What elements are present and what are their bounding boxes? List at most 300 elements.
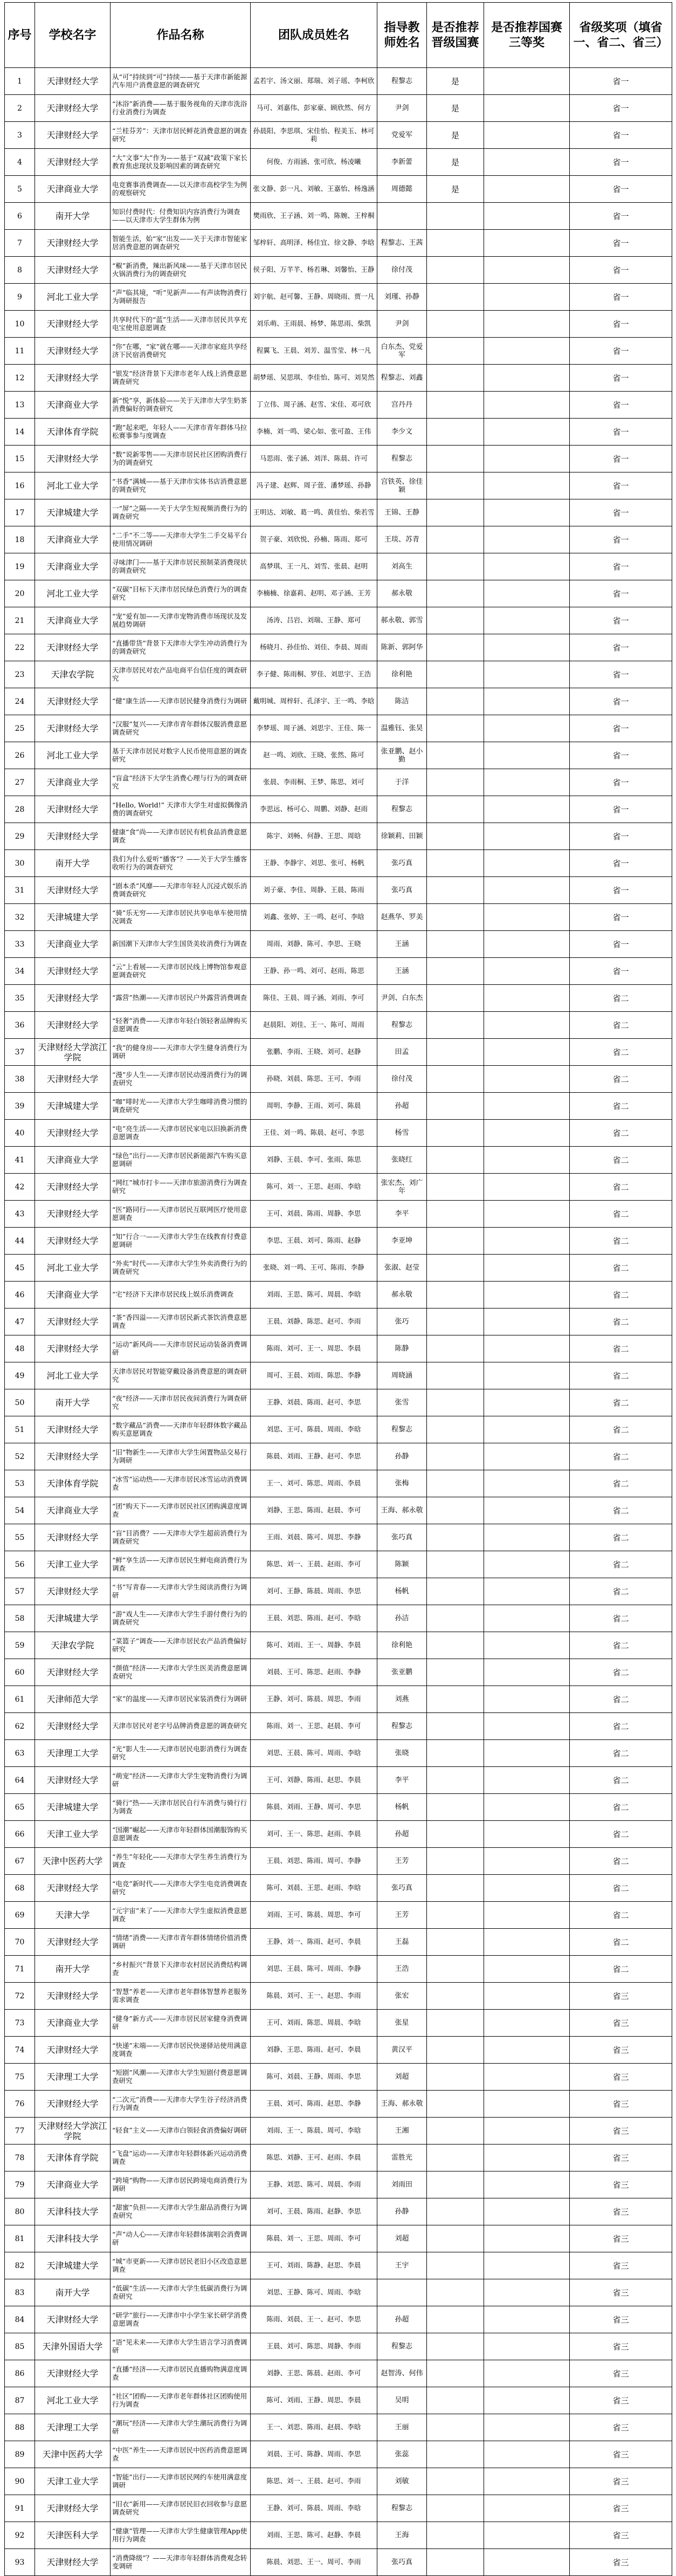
table-row (5, 1120, 672, 1147)
cell-index: 44 (5, 1228, 35, 1255)
cell-index: 84 (5, 2306, 35, 2333)
cell-school: 天津财经大学 (35, 2091, 111, 2118)
cell-team-members: 王晨、刘思、陈雨、赵可、李晗 (251, 1605, 377, 1632)
cell-national-third (484, 1524, 570, 1551)
cell-national (427, 1093, 484, 1120)
table-row (5, 472, 672, 499)
cell-award: 省一 (570, 931, 672, 958)
table-row (5, 122, 672, 149)
cell-work-title: “中医”养生——天津市居民中医药消费意愿调查 (111, 2441, 251, 2468)
cell-index: 57 (5, 1578, 35, 1605)
cell-national-third (484, 1389, 570, 1416)
cell-school: 天津科技大学 (35, 2225, 111, 2252)
cell-national: 是 (427, 122, 484, 149)
cell-index: 31 (5, 877, 35, 904)
cell-team-members: 邹梓轩、高明泽、杨佳宜、徐文静、李晗 (251, 230, 377, 257)
cell-award: 省一 (570, 338, 672, 365)
cell-award: 省一 (570, 958, 672, 985)
cell-award: 省三 (570, 2171, 672, 2198)
cell-award: 省二 (570, 1389, 672, 1416)
cell-award: 省一 (570, 311, 672, 338)
cell-work-title: “漫”步人生——天津市居民动漫消费行为的调查研究 (111, 1066, 251, 1093)
cell-national (427, 1821, 484, 1848)
cell-work-title: 新“悦”享，新体验——关于天津市大学生奶茶消费偏好的调查研究 (111, 392, 251, 419)
cell-national (427, 230, 484, 257)
cell-index: 46 (5, 1282, 35, 1308)
cell-work-title: “盲”目消费？——天津市大学生超前消费行为调查研究 (111, 1524, 251, 1551)
table-row (5, 1551, 672, 1578)
cell-national-third (484, 2225, 570, 2252)
table-row (5, 1335, 672, 1362)
cell-team-members: 王静、刘晨、陈雨、赵可、李思 (251, 1389, 377, 1416)
cell-teacher: 刘超 (377, 2064, 427, 2091)
cell-award: 省二 (570, 1632, 672, 1659)
cell-teacher: 张淑、赵莹 (377, 1255, 427, 1282)
table-row (5, 1497, 672, 1524)
award-table-wrapper (4, 2, 672, 2576)
cell-work-title: “知”行合一——天津市大学生在线教育付费意愿调研 (111, 1228, 251, 1255)
header-teacher: 指导教师姓名 (377, 3, 427, 68)
cell-national-third (484, 2441, 570, 2468)
cell-work-title: “颜值”经济——天津市大学生医美消费意愿调查研究 (111, 1659, 251, 1686)
cell-work-title: “智慧”养老——天津市老年群体智慧养老服务需求调查 (111, 1983, 251, 2010)
cell-national (427, 796, 484, 823)
cell-national-third (484, 1740, 570, 1767)
cell-school: 天津商业大学 (35, 2010, 111, 2037)
table-row (5, 2064, 672, 2091)
cell-award: 省一 (570, 95, 672, 122)
cell-team-members: 刘宇航、赵可馨、王静、周晓雨、贾一凡 (251, 284, 377, 311)
cell-index: 14 (5, 419, 35, 446)
cell-national-third (484, 1497, 570, 1524)
cell-teacher: 温雅钰、张昊 (377, 715, 427, 742)
table-row (5, 742, 672, 769)
cell-index: 45 (5, 1255, 35, 1282)
cell-work-title: “电”亮生活——天津市居民家电以旧换新消费意愿调查 (111, 1120, 251, 1147)
cell-team-members: 陈思、刘一、王晨、赵雨、李可 (251, 1551, 377, 1578)
cell-national-third (484, 850, 570, 877)
cell-index: 89 (5, 2441, 35, 2468)
table-row (5, 1255, 672, 1282)
cell-teacher: 张梅 (377, 1470, 427, 1497)
cell-award: 省一 (570, 742, 672, 769)
cell-national-third (484, 877, 570, 904)
cell-index: 90 (5, 2468, 35, 2495)
cell-team-members: 王一、刘可、陈思、周雨、李晨 (251, 1470, 377, 1497)
table-row (5, 2118, 672, 2145)
cell-award: 省二 (570, 1228, 672, 1255)
cell-teacher: 王磊 (377, 1929, 427, 1956)
table-row (5, 688, 672, 715)
cell-team-members: 刘子豪、李佳、周静、王晨、陈雨 (251, 877, 377, 904)
cell-team-members: 李子健、陈雨桐、罗佳、刘思宇、王浩 (251, 661, 377, 688)
cell-teacher: 徐利艳 (377, 1632, 427, 1659)
cell-team-members: 王可、刘雨、陈思、周晨、李晗 (251, 2010, 377, 2037)
cell-index: 49 (5, 1362, 35, 1389)
cell-work-title: 新国潮下天津市大学生国货美妆消费行为调查 (111, 931, 251, 958)
cell-work-title: “运动”新风尚——天津市居民运动装备消费调研 (111, 1335, 251, 1362)
cell-national (427, 1416, 484, 1443)
cell-national-third (484, 68, 570, 95)
cell-index: 43 (5, 1201, 35, 1228)
cell-work-title: “椒”新消费，辣出新风味——基于天津市居民火锅消费行为的调查研究 (111, 257, 251, 284)
table-row (5, 2145, 672, 2171)
cell-school: 天津商业大学 (35, 1147, 111, 1174)
cell-award: 省一 (570, 149, 672, 176)
cell-index: 8 (5, 257, 35, 284)
cell-national-third (484, 796, 570, 823)
cell-award: 省三 (570, 2198, 672, 2225)
cell-teacher: 徐付茂 (377, 1066, 427, 1093)
cell-team-members: 孙晓、刘晨、陈思、王可、李雨 (251, 1066, 377, 1093)
cell-index: 12 (5, 365, 35, 392)
cell-work-title: 天津市居民对智能穿戴设备消费意愿的调查研究 (111, 1362, 251, 1389)
cell-work-title: “Hello, World!” 天津市大学生对虚拟偶像消费的调查研究 (111, 796, 251, 823)
cell-team-members: 高梦琪、王一凡、刘雪、张晨、赵明 (251, 553, 377, 580)
cell-national (427, 1282, 484, 1308)
header-index: 序号 (5, 3, 35, 68)
cell-award: 省二 (570, 1416, 672, 1443)
cell-team-members: 赵晨阳、刘佳、王一、陈可、周雨 (251, 1012, 377, 1039)
award-table (4, 2, 672, 2576)
cell-award: 省二 (570, 1012, 672, 1039)
cell-award: 省二 (570, 1794, 672, 1821)
cell-index: 86 (5, 2360, 35, 2387)
cell-team-members: 王晨、刘可、陈雨、赵思、李静 (251, 2091, 377, 2118)
cell-teacher: 王芳 (377, 1902, 427, 1929)
cell-teacher: 张星 (377, 2010, 427, 2037)
cell-national-third (484, 1335, 570, 1362)
table-row (5, 1929, 672, 1956)
cell-award: 省一 (570, 176, 672, 203)
cell-national (427, 2279, 484, 2306)
cell-national (427, 2495, 484, 2522)
cell-national-third (484, 958, 570, 985)
cell-national-third (484, 1956, 570, 1983)
cell-school: 天津财经大学 (35, 715, 111, 742)
cell-school: 天津财经大学 (35, 1767, 111, 1794)
cell-award: 省一 (570, 446, 672, 472)
cell-team-members: 赵一鸣、刘欣、王晓、张然、陈可 (251, 742, 377, 769)
cell-award: 省三 (570, 2468, 672, 2495)
cell-national-third (484, 1174, 570, 1201)
cell-team-members: 王可、刘晨、陈雨、周静、李思 (251, 1201, 377, 1228)
cell-award: 省一 (570, 230, 672, 257)
cell-index: 40 (5, 1120, 35, 1147)
cell-award: 省二 (570, 1686, 672, 1713)
cell-national-third (484, 1443, 570, 1470)
table-row (5, 392, 672, 419)
cell-index: 60 (5, 1659, 35, 1686)
cell-award: 省二 (570, 1551, 672, 1578)
table-row (5, 1983, 672, 2010)
table-row (5, 877, 672, 904)
cell-school: 天津财经大学 (35, 1983, 111, 2010)
cell-team-members: 孟若宇、汤文丽、郑瑞、刘子瑶、李柯欣 (251, 68, 377, 95)
cell-award: 省二 (570, 1147, 672, 1174)
cell-national-third (484, 472, 570, 499)
header-national-third: 是否推荐国赛三等奖 (484, 3, 570, 68)
table-row (5, 1902, 672, 1929)
cell-school: 天津财经大学 (35, 2306, 111, 2333)
cell-national (427, 284, 484, 311)
cell-award: 省二 (570, 985, 672, 1012)
cell-national (427, 1147, 484, 1174)
cell-award: 省一 (570, 203, 672, 230)
cell-team-members: 刘静、王思、陈雨、赵晨、李可 (251, 1497, 377, 1524)
cell-team-members: 李梦瑶、周子涵、刘思宇、王佳、陈一 (251, 715, 377, 742)
cell-national (427, 1551, 484, 1578)
cell-teacher: 王宇 (377, 2252, 427, 2279)
cell-work-title: “茶”香四溢——天津市居民新式茶饮消费意愿调查 (111, 1308, 251, 1335)
table-header (5, 3, 672, 68)
cell-school: 天津商业大学 (35, 526, 111, 553)
cell-index: 51 (5, 1416, 35, 1443)
table-row (5, 1659, 672, 1686)
cell-work-title: “旧衣”新用——天津市居民旧衣回收参与意愿调查研究 (111, 2495, 251, 2522)
cell-team-members: 王明达、刘敏、葛一鸣、黄佳怡、柴若雪 (251, 499, 377, 526)
cell-team-members: 陈佳、王晨、周子涵、刘雨、李可 (251, 985, 377, 1012)
table-row (5, 1470, 672, 1497)
table-row (5, 1605, 672, 1632)
cell-work-title: 从“可”持续到“可”持续——基于天津市新能源汽车用户消费意愿的调查研究 (111, 68, 251, 95)
cell-school: 河北工业大学 (35, 472, 111, 499)
cell-national-third (484, 2414, 570, 2441)
cell-index: 20 (5, 580, 35, 607)
cell-national-third (484, 2145, 570, 2171)
cell-work-title: “研学”旅行——天津市中小学生家长研学消费意愿调查 (111, 2306, 251, 2333)
cell-national-third (484, 1983, 570, 2010)
cell-teacher: 张雪 (377, 1389, 427, 1416)
cell-school: 天津财经大学 (35, 1012, 111, 1039)
cell-award: 省三 (570, 2145, 672, 2171)
cell-school: 天津理工大学 (35, 2064, 111, 2091)
cell-award: 省一 (570, 257, 672, 284)
cell-school: 天津财经大学 (35, 985, 111, 1012)
cell-national (427, 1120, 484, 1147)
cell-national-third (484, 284, 570, 311)
cell-award: 省三 (570, 2360, 672, 2387)
cell-index: 15 (5, 446, 35, 472)
cell-team-members: 李思远、杨可心、周鹏、刘静、赵雨 (251, 796, 377, 823)
cell-national-third (484, 1794, 570, 1821)
cell-teacher: 孙静 (377, 2198, 427, 2225)
cell-work-title: “你”在哪，“家”就在哪——天津市家庭共享经济下民宿消费研究 (111, 338, 251, 365)
cell-work-title: “网红”城市打卡——天津市旅游消费行为调查研究 (111, 1174, 251, 1201)
cell-national-third (484, 1362, 570, 1389)
cell-national (427, 1767, 484, 1794)
cell-index: 35 (5, 985, 35, 1012)
cell-national (427, 823, 484, 850)
cell-index: 58 (5, 1605, 35, 1632)
table-row (5, 850, 672, 877)
cell-team-members: 陈雨、刘晨、王一、赵可、李思 (251, 2306, 377, 2333)
cell-teacher (377, 2279, 427, 2306)
table-row (5, 1201, 672, 1228)
table-row (5, 176, 672, 203)
cell-index: 7 (5, 230, 35, 257)
cell-team-members: 王静、刘思、陈可、周晨、李雨 (251, 2171, 377, 2198)
cell-national-third (484, 1039, 570, 1066)
cell-team-members: 侯子阳、万芊芊、杨若琳、刘馨怡、王静 (251, 257, 377, 284)
cell-teacher: 李新蕾 (377, 149, 427, 176)
cell-national (427, 1066, 484, 1093)
cell-award: 省一 (570, 68, 672, 95)
cell-team-members: 陈思、刘一、王晨、赵可、李雨 (251, 2468, 377, 2495)
cell-school: 天津商业大学 (35, 392, 111, 419)
cell-award: 省二 (570, 1066, 672, 1093)
cell-national-third (484, 742, 570, 769)
cell-work-title: “声”动人心——天津市年轻群体演唱会消费调研 (111, 2225, 251, 2252)
cell-national (427, 1794, 484, 1821)
cell-index: 11 (5, 338, 35, 365)
cell-award: 省二 (570, 1713, 672, 1740)
cell-award: 省三 (570, 2306, 672, 2333)
cell-team-members: 孙晨阳、李思琪、宋佳怡、程美玉、林可莉 (251, 122, 377, 149)
cell-team-members: 刘静、王晨、李可、张雨、陈思 (251, 1147, 377, 1174)
cell-work-title: 知识付费时代：付费知识内容消费行为调查——以天津市大学生群体为例 (111, 203, 251, 230)
cell-award: 省二 (570, 1848, 672, 1875)
cell-national (427, 1228, 484, 1255)
cell-team-members: 陈可、刘晨、王静、周雨、李思 (251, 2064, 377, 2091)
cell-work-title: “云”上看展——天津市居民线上博物馆参观意愿调查研究 (111, 958, 251, 985)
cell-teacher: 张蕊 (377, 2441, 427, 2468)
cell-national-third (484, 1255, 570, 1282)
cell-award: 省一 (570, 877, 672, 904)
cell-school: 天津城建大学 (35, 1794, 111, 1821)
cell-school: 天津农学院 (35, 1632, 111, 1659)
cell-national (427, 392, 484, 419)
cell-national (427, 1956, 484, 1983)
cell-team-members: 陈雨、刘可、王一、周思、李晨 (251, 1335, 377, 1362)
cell-national (427, 634, 484, 661)
cell-award: 省二 (570, 1578, 672, 1605)
table-row (5, 2495, 672, 2522)
cell-teacher: 徐颖莉、田颖 (377, 823, 427, 850)
cell-index: 74 (5, 2037, 35, 2064)
cell-work-title: “家”的温度——天津市居民家装消费行为调研 (111, 1686, 251, 1713)
cell-school: 天津财经大学 (35, 1201, 111, 1228)
cell-index: 82 (5, 2252, 35, 2279)
cell-index: 87 (5, 2387, 35, 2414)
cell-award: 省三 (570, 1983, 672, 2010)
cell-teacher: 程黎志 (377, 68, 427, 95)
cell-index: 23 (5, 661, 35, 688)
cell-award: 省三 (570, 2549, 672, 2576)
cell-teacher: 雷胜光 (377, 2145, 427, 2171)
cell-teacher: 刘敏 (377, 2468, 427, 2495)
cell-national (427, 1012, 484, 1039)
cell-work-title: “宅”经济下天津市居民线上娱乐消费调查 (111, 1282, 251, 1308)
cell-index: 10 (5, 311, 35, 338)
cell-national (427, 1335, 484, 1362)
cell-national-third (484, 2549, 570, 2576)
cell-school: 天津财经大学 (35, 958, 111, 985)
cell-index: 77 (5, 2118, 35, 2145)
cell-national (427, 580, 484, 607)
table-row (5, 1416, 672, 1443)
cell-teacher: 赵智涛、何伟 (377, 2360, 427, 2387)
cell-teacher: 程黎志 (377, 446, 427, 472)
cell-national (427, 2091, 484, 2118)
cell-teacher: 程黎志、王茜 (377, 230, 427, 257)
cell-work-title: “语”见未来——天津市大学生语言学习消费调研 (111, 2333, 251, 2360)
cell-work-title: “我”的健身房——天津市大学生健身消费行为调研 (111, 1039, 251, 1066)
cell-teacher: 白东杰、党爱军 (377, 338, 427, 365)
cell-teacher: 郝永敬 (377, 1282, 427, 1308)
cell-index: 54 (5, 1497, 35, 1524)
cell-work-title: “萌宠”经济——天津市大学生宠物消费行为调研 (111, 1767, 251, 1794)
table-row (5, 1875, 672, 1902)
cell-index: 6 (5, 203, 35, 230)
cell-national-third (484, 392, 570, 419)
cell-index: 17 (5, 499, 35, 526)
table-row (5, 985, 672, 1012)
cell-team-members: 周明、李静、王雨、刘可、陈晨 (251, 1093, 377, 1120)
cell-national-third (484, 338, 570, 365)
cell-national-third (484, 446, 570, 472)
cell-award: 省二 (570, 1497, 672, 1524)
cell-work-title: “绿色”出行——天津市居民新能源汽车购买意愿调研 (111, 1147, 251, 1174)
cell-award: 省二 (570, 1902, 672, 1929)
cell-national-third (484, 2360, 570, 2387)
cell-teacher: 刘燕 (377, 1686, 427, 1713)
cell-national-third (484, 203, 570, 230)
cell-teacher: 杨帆 (377, 1578, 427, 1605)
table-row (5, 1956, 672, 1983)
cell-national (427, 419, 484, 446)
cell-national (427, 2441, 484, 2468)
cell-teacher: 张巧真 (377, 850, 427, 877)
cell-national-third (484, 2279, 570, 2306)
cell-award: 省一 (570, 769, 672, 796)
cell-team-members: 刘可、王静、陈晨、周雨、李思 (251, 1578, 377, 1605)
cell-work-title: “银发”经济背景下天津市老年人线上消费意愿调查研究 (111, 365, 251, 392)
table-row (5, 1767, 672, 1794)
cell-school: 天津商业大学 (35, 1497, 111, 1524)
cell-national-third (484, 1147, 570, 1174)
cell-national-third (484, 985, 570, 1012)
table-row (5, 958, 672, 985)
cell-national (427, 499, 484, 526)
cell-teacher (377, 203, 427, 230)
cell-national (427, 2468, 484, 2495)
cell-school: 天津财经大学 (35, 1524, 111, 1551)
cell-index: 19 (5, 553, 35, 580)
cell-index: 36 (5, 1012, 35, 1039)
cell-team-members: 刘雨、王思、陈可、赵静、李晨 (251, 2522, 377, 2549)
table-row (5, 2037, 672, 2064)
cell-national (427, 1983, 484, 2010)
table-row (5, 607, 672, 634)
table-row (5, 931, 672, 958)
cell-index: 69 (5, 1902, 35, 1929)
cell-team-members: 王晨、刘静、陈思、赵可、李雨 (251, 1308, 377, 1335)
cell-teacher: 李平 (377, 1767, 427, 1794)
cell-award: 省一 (570, 634, 672, 661)
cell-award: 省二 (570, 1201, 672, 1228)
cell-school: 天津体育学院 (35, 1470, 111, 1497)
table-row (5, 203, 672, 230)
table-row (5, 1228, 672, 1255)
cell-national (427, 1578, 484, 1605)
cell-national-third (484, 311, 570, 338)
cell-work-title: “光”影人生——天津市居民电影消费行为调查研究 (111, 1740, 251, 1767)
cell-teacher: 李平 (377, 1201, 427, 1228)
cell-national (427, 958, 484, 985)
cell-national-third (484, 2171, 570, 2198)
cell-national (427, 1524, 484, 1551)
